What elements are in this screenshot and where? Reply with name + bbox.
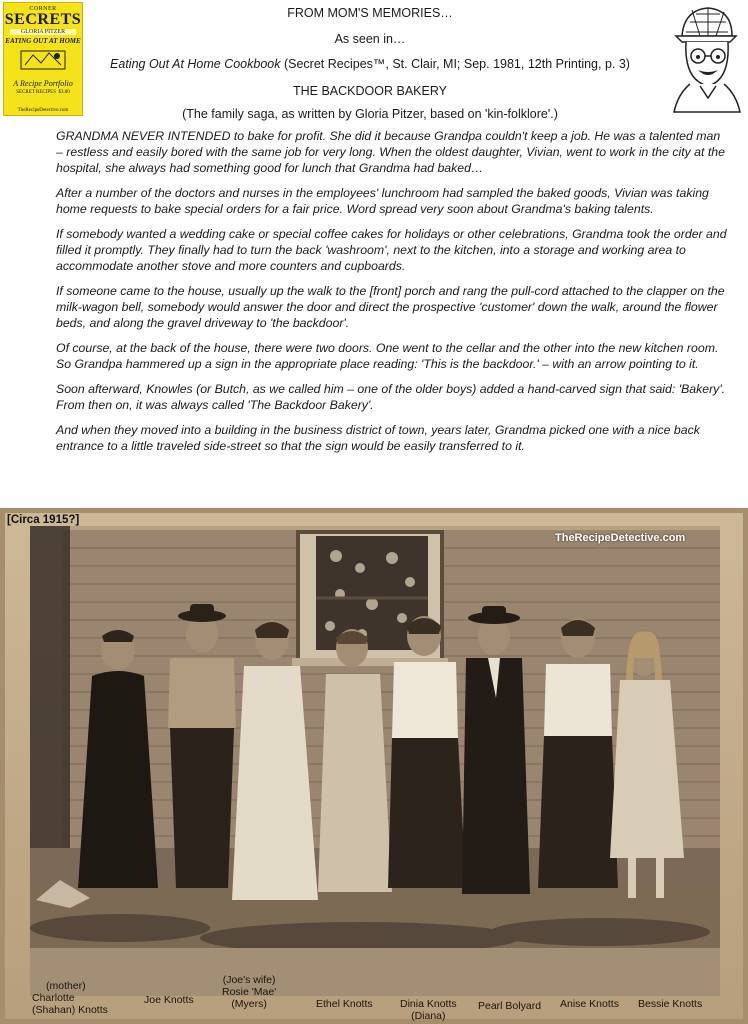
caption-joe: [144, 994, 194, 1006]
family-photograph: [0, 508, 748, 1024]
header-line-1: FROM MOM'S MEMORIES…: [287, 6, 453, 20]
caption-name: Charlotte: [32, 992, 75, 1004]
caption-dinia: [400, 998, 457, 1022]
story-paragraph: GRANDMA NEVER INTENDED to bake for profit. She did it because Grandpa couldn't keep a job. He was a talented man – restless and easily bored with the same job for very long. When the oldest daughter, Vivian, went to work in the city at the hospital, she always had something good for lunch that Grandma had baked…: [56, 129, 725, 175]
cover-footer: [4, 90, 82, 95]
book-citation: [90, 57, 650, 71]
caption-name: Bessie Knotts: [638, 998, 703, 1010]
caption-ethel: [316, 998, 373, 1010]
caption-name: Dinia Knotts: [400, 998, 457, 1010]
story-paragraph: Of course, at the back of the house, there were two doors. One went to the cellar and the other into the new kitchen room. So Grandpa hammered up a sign in the appropriate place reading: 'This is the backdoor.' – with an arrow pointing to it.: [56, 341, 719, 371]
story-paragraph: If somebody wanted a wedding cake or special coffee cakes for holidays or other celebrations, Grandma took the order and filled it promptly. They finally had to turn the back 'washroom', next to the kitchen, into a storage and working area to accommodate another stove and more counters and cupboards.: [56, 227, 727, 273]
photo-illustration: [0, 508, 748, 1024]
cover-top-text: CORNER: [29, 6, 57, 12]
cover-illustration: [13, 47, 73, 73]
detective-cartoon-icon: [666, 2, 746, 114]
cover-brand: SECRETS: [4, 11, 82, 28]
story-paragraph: And when they moved into a building in the business district of town, years later, Grandma picked one with a nice back entrance to a little traveled side-street so that the sign would be easily transferred to it.: [56, 423, 700, 453]
cover-footer-left: SECRET RECIPES: [16, 90, 57, 95]
caption-name-2: (Myers): [231, 998, 267, 1010]
story-paragraph: Soon afterward, Knowles (or Butch, as we called him – one of the older boys) added a hand-carved sign that said: 'Bakery'. From then on, it was always called 'The Backdoor Bakery'.: [56, 382, 726, 412]
photo-date-label: [Circa 1915?]: [7, 514, 80, 526]
cover-url: TheRecipeDetective.com: [17, 108, 69, 113]
caption-name-2: (Diana): [411, 1010, 446, 1022]
header-line-2: As seen in…: [334, 32, 406, 46]
caption-anise: [560, 998, 619, 1010]
caption-name: Pearl Bolyard: [478, 1000, 542, 1012]
caption-note: (Joe's wife): [222, 974, 276, 986]
story-body: [56, 128, 728, 463]
story-paragraph: After a number of the doctors and nurses in the employees' lunchroom had sampled the baked goods, Vivian was taking home requests to bake special orders for a fair price. Word spread very soon about Grandma's baking talents.: [56, 186, 709, 216]
caption-name: Joe Knotts: [144, 994, 194, 1006]
caption-rosie: [222, 974, 276, 1010]
caption-name: Ethel Knotts: [316, 998, 373, 1010]
caption-note: (mother): [46, 980, 86, 992]
cookbook-cover-image: [3, 2, 83, 116]
caption-pearl: [478, 1000, 541, 1012]
cover-subtitle: A Recipe Portfolio: [13, 79, 73, 88]
cover-author: GLORIA PITZER: [10, 29, 76, 35]
caption-bessie: [638, 998, 702, 1010]
story-paragraph: If someone came to the house, usually up the walk to the [front] porch and rang the pull-cord attached to the clapper on the milk-wagon bell, somebody would answer the door and direct the prospective 'customer' down the walk, around the flower beds, and along the gravel driveway to 'the backdoor'.: [56, 284, 725, 330]
cover-footer-right: $3.00: [58, 90, 70, 95]
section-title: THE BACKDOOR BAKERY: [293, 84, 447, 98]
cover-title: EATING OUT AT HOME: [5, 37, 81, 45]
book-title: Eating Out At Home Cookbook: [110, 57, 281, 71]
photo-watermark: TheRecipeDetective.com: [555, 532, 686, 544]
caption-name: Anise Knotts: [560, 998, 619, 1010]
book-details: (Secret Recipes™, St. Clair, MI; Sep. 1981, 12th Printing, p. 3): [280, 57, 630, 71]
caption-charlotte: [32, 980, 108, 1016]
section-subtitle: (The family saga, as written by Gloria Pitzer, based on 'kin-folklore'.): [182, 107, 558, 121]
caption-name: Rosie 'Mae': [222, 986, 277, 998]
caption-name-2: (Shahan) Knotts: [32, 1004, 108, 1016]
